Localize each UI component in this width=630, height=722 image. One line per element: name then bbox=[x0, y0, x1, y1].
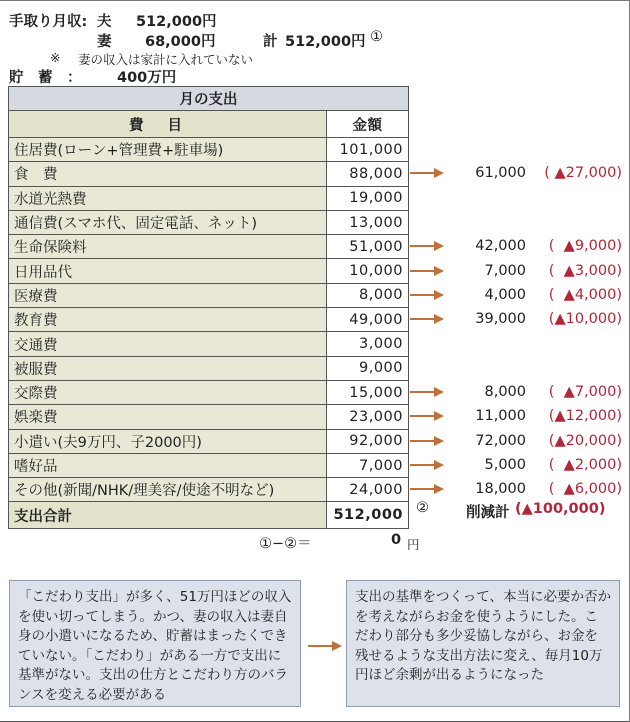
item-name: 娯楽費 bbox=[9, 405, 327, 429]
item-name: 水道光熱費 bbox=[9, 186, 327, 210]
table-row bbox=[9, 186, 409, 210]
table-row bbox=[9, 380, 409, 404]
arrow-icon bbox=[410, 314, 444, 324]
col-item: 費目 bbox=[9, 111, 327, 138]
total-label: 計 bbox=[263, 34, 278, 50]
col-amount: 金額 bbox=[327, 111, 409, 138]
cut-amount: ( ▲9,000) bbox=[548, 238, 622, 255]
total-income: 512,000円 bbox=[285, 34, 366, 50]
after-note: 支出の基準をつくって、本当に必要か否かを考えながらお金を使うようにした。こだわり部分も多少妥協しながら、お金を残せるような支出方法に変え、毎月10万円ほど余剰が出るようになった bbox=[346, 580, 620, 707]
arrow-icon bbox=[410, 266, 444, 276]
item-amount: 49,000 bbox=[327, 308, 409, 332]
arrow-icon bbox=[410, 484, 444, 494]
item-amount: 8,000 bbox=[327, 283, 409, 307]
mark-1: ① bbox=[370, 29, 383, 45]
item-amount: 51,000 bbox=[327, 235, 409, 259]
item-amount: 9,000 bbox=[327, 356, 409, 380]
item-name: 生命保険料 bbox=[9, 235, 327, 259]
item-name: 嗜好品 bbox=[9, 453, 327, 477]
income-label: 手取り月収: bbox=[9, 14, 88, 30]
reduction-row bbox=[410, 453, 622, 477]
item-name: 通信費(スマホ代、固定電話、ネット) bbox=[9, 210, 327, 234]
item-amount: 23,000 bbox=[327, 405, 409, 429]
item-amount: 10,000 bbox=[327, 259, 409, 283]
reduction-row bbox=[410, 307, 622, 331]
cut-amount: ( ▲7,000) bbox=[548, 384, 622, 400]
balance-unit: 円 bbox=[407, 537, 420, 552]
reduction-row bbox=[410, 477, 622, 501]
savings-label: 貯 蓄 ： bbox=[9, 70, 82, 86]
item-name: 食 費 bbox=[9, 162, 327, 186]
expense-table bbox=[8, 86, 409, 529]
total-amount: 512,000 bbox=[327, 502, 409, 529]
reduction-row bbox=[410, 283, 622, 307]
table-row bbox=[9, 453, 409, 477]
item-amount: 7,000 bbox=[327, 453, 409, 477]
table-row bbox=[9, 429, 409, 453]
table-row bbox=[9, 259, 409, 283]
item-name: 被服費 bbox=[9, 356, 327, 380]
note-mark: ※ bbox=[50, 50, 61, 65]
new-amount: 11,000 bbox=[475, 408, 526, 425]
new-amount: 42,000 bbox=[475, 238, 526, 255]
new-amount: 4,000 bbox=[484, 286, 526, 303]
table-row bbox=[9, 405, 409, 429]
new-amount: 7,000 bbox=[484, 262, 526, 279]
arrow-icon bbox=[410, 460, 444, 470]
new-amount: 39,000 bbox=[475, 311, 526, 328]
arrow-icon bbox=[410, 241, 444, 251]
new-amount: 72,000 bbox=[475, 432, 526, 449]
item-amount: 24,000 bbox=[327, 478, 409, 502]
arrow-icon bbox=[410, 387, 444, 397]
table-row bbox=[9, 162, 409, 186]
reduction-total: (▲100,000) bbox=[515, 501, 606, 517]
mark-2: ② bbox=[416, 500, 429, 516]
item-amount: 13,000 bbox=[327, 210, 409, 234]
item-name: 教育費 bbox=[9, 308, 327, 332]
new-amount: 18,000 bbox=[475, 481, 526, 498]
husband-label: 夫 bbox=[97, 14, 112, 30]
table-row bbox=[9, 138, 409, 162]
table-row bbox=[9, 235, 409, 259]
reduction-row bbox=[410, 234, 622, 258]
item-name: 交通費 bbox=[9, 332, 327, 356]
item-amount: 15,000 bbox=[327, 380, 409, 404]
cut-amount: ( ▲3,000) bbox=[548, 262, 622, 279]
table-row bbox=[9, 478, 409, 502]
cut-amount: ( ▲6,000) bbox=[548, 481, 622, 498]
arrow-icon bbox=[410, 436, 444, 446]
total-label: 支出合計 bbox=[9, 502, 327, 529]
income-note: 妻の収入は家計に入れていない bbox=[78, 52, 254, 67]
balance-value: 0 bbox=[391, 532, 402, 548]
balance-label: ①−②＝ bbox=[259, 536, 312, 552]
cut-amount: ( ▲4,000) bbox=[548, 286, 622, 303]
new-amount: 5,000 bbox=[484, 456, 526, 473]
reduction-row bbox=[410, 429, 622, 453]
item-name: 交際費 bbox=[9, 380, 327, 404]
cut-amount: ( ▲2,000) bbox=[548, 456, 622, 473]
table-row bbox=[9, 283, 409, 307]
arrow-icon bbox=[308, 641, 342, 651]
savings-value: 400万円 bbox=[117, 70, 177, 86]
item-amount: 3,000 bbox=[327, 332, 409, 356]
arrow-icon bbox=[410, 290, 444, 300]
cut-amount: (▲10,000) bbox=[548, 311, 622, 328]
item-amount: 92,000 bbox=[327, 429, 409, 453]
reduction-row bbox=[410, 259, 622, 283]
before-note: 「こだわり支出」が多く、51万円ほどの収入を使い切ってしまう。かつ、妻の収入は妻自身の小遣いになるため、貯蓄はまったくできていない。「こだわり」がある一方で支出に基準がない。支出の仕方とこだわり方のバランスを変える必要がある bbox=[9, 580, 301, 707]
table-row bbox=[9, 210, 409, 234]
item-name: その他(新聞/NHK/理美容/使途不明など) bbox=[9, 478, 327, 502]
item-amount: 101,000 bbox=[327, 138, 409, 162]
new-amount: 8,000 bbox=[484, 384, 526, 400]
item-name: 住居費(ローン+管理費+駐車場) bbox=[9, 138, 327, 162]
arrow-icon bbox=[410, 411, 444, 421]
item-amount: 88,000 bbox=[327, 162, 409, 186]
new-amount: 61,000 bbox=[475, 165, 526, 182]
item-name: 小遣い(夫9万円、子2000円) bbox=[9, 429, 327, 453]
item-amount: 19,000 bbox=[327, 186, 409, 210]
cut-amount: (▲20,000) bbox=[548, 432, 622, 449]
wife-label: 妻 bbox=[97, 34, 112, 50]
cut-amount: ( ▲27,000) bbox=[544, 165, 622, 182]
table-row bbox=[9, 308, 409, 332]
table-row bbox=[9, 332, 409, 356]
item-name: 医療費 bbox=[9, 283, 327, 307]
husband-income: 512,000円 bbox=[136, 14, 217, 30]
reduction-label: 削減計 bbox=[466, 505, 510, 521]
table-title: 月の支出 bbox=[9, 87, 409, 111]
wife-income: 68,000円 bbox=[145, 34, 216, 50]
cut-amount: (▲12,000) bbox=[548, 408, 622, 425]
reduction-row bbox=[410, 380, 622, 404]
reduction-row bbox=[410, 404, 622, 428]
reduction-row bbox=[410, 161, 622, 185]
table-row bbox=[9, 356, 409, 380]
item-name: 日用品代 bbox=[9, 259, 327, 283]
arrow-icon bbox=[410, 168, 444, 178]
